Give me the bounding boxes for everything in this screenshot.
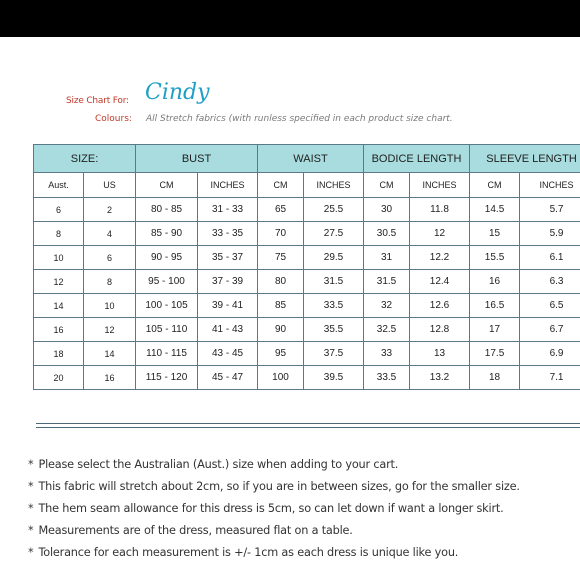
table-cell: 18 [34, 342, 84, 366]
table-cell: 35.5 [304, 318, 364, 342]
table-cell: 80 [258, 270, 304, 294]
table-row [34, 198, 580, 222]
table-cell: 95 [258, 342, 304, 366]
note-text: Please select the Australian (Aust.) size when adding to your cart. [38, 458, 399, 471]
table-cell: 5.7 [520, 198, 580, 222]
table-cell: 95 - 100 [136, 270, 198, 294]
table-cell: 14 [34, 294, 84, 318]
top-black-bar [0, 0, 580, 37]
group-header-size: SIZE: [34, 145, 136, 173]
bullet-icon: * [28, 524, 34, 537]
table-cell: 10 [84, 294, 136, 318]
table-cell: 65 [258, 198, 304, 222]
table-cell: 10 [34, 246, 84, 270]
table-cell: 70 [258, 222, 304, 246]
table-cell: 37.5 [304, 342, 364, 366]
table-cell: 16.5 [470, 294, 520, 318]
table-cell: 33 - 35 [198, 222, 258, 246]
table-cell: 12.4 [410, 270, 470, 294]
notes-list [28, 456, 520, 566]
table-row [34, 318, 580, 342]
unit-header-row [34, 173, 580, 198]
group-header-row [34, 145, 580, 173]
table-cell: 8 [34, 222, 84, 246]
note-text: The hem seam allowance for this dress is 5cm, so can let down if want a longer skirt. [38, 502, 504, 515]
note-item [28, 478, 520, 500]
note-item [28, 500, 520, 522]
table-cell: 32.5 [364, 318, 410, 342]
table-cell: 32 [364, 294, 410, 318]
table-cell: 31.5 [304, 270, 364, 294]
table-cell: 25.5 [304, 198, 364, 222]
table-row [34, 366, 580, 390]
table-cell: 115 - 120 [136, 366, 198, 390]
table-cell: 90 [258, 318, 304, 342]
table-cell: 90 - 95 [136, 246, 198, 270]
size-chart-label: Size Chart For: [66, 96, 129, 106]
colours-value: All Stretch fabrics (with runless specified in each product size chart. [146, 114, 453, 124]
bullet-icon: * [28, 480, 34, 493]
table-row [34, 342, 580, 366]
table-cell: 6.7 [520, 318, 580, 342]
table-row [34, 246, 580, 270]
table-cell: 16 [470, 270, 520, 294]
table-cell: 31.5 [364, 270, 410, 294]
note-text: Measurements are of the dress, measured flat on a table. [38, 524, 353, 537]
table-cell: 85 [258, 294, 304, 318]
table-cell: 100 [258, 366, 304, 390]
product-name: Cindy [145, 80, 210, 105]
unit-header-cell: Aust. [34, 173, 84, 198]
table-cell: 13.2 [410, 366, 470, 390]
table-cell: 8 [84, 270, 136, 294]
table-cell: 6.5 [520, 294, 580, 318]
table-cell: 12 [410, 222, 470, 246]
divider-line [36, 427, 580, 428]
table-cell: 12.6 [410, 294, 470, 318]
table-cell: 29.5 [304, 246, 364, 270]
table-cell: 30 [364, 198, 410, 222]
unit-header-cell: INCHES [304, 173, 364, 198]
table-cell: 105 - 110 [136, 318, 198, 342]
table-cell: 35 - 37 [198, 246, 258, 270]
group-header-bodice-length: BODICE LENGTH [364, 145, 470, 173]
table-cell: 4 [84, 222, 136, 246]
table-cell: 43 - 45 [198, 342, 258, 366]
table-cell: 100 - 105 [136, 294, 198, 318]
table-cell: 12.2 [410, 246, 470, 270]
table-cell: 11.8 [410, 198, 470, 222]
note-item [28, 522, 520, 544]
table-cell: 31 - 33 [198, 198, 258, 222]
note-item [28, 544, 520, 566]
colours-label: Colours: [95, 114, 132, 124]
table-cell: 45 - 47 [198, 366, 258, 390]
note-item [28, 456, 520, 478]
table-row [34, 270, 580, 294]
table-cell: 12 [34, 270, 84, 294]
group-header-waist: WAIST [258, 145, 364, 173]
table-cell: 6.9 [520, 342, 580, 366]
unit-header-cell: INCHES [520, 173, 580, 198]
table-cell: 16 [34, 318, 84, 342]
table-cell: 17 [470, 318, 520, 342]
table-cell: 75 [258, 246, 304, 270]
table-cell: 27.5 [304, 222, 364, 246]
table-cell: 17.5 [470, 342, 520, 366]
table-cell: 2 [84, 198, 136, 222]
table-cell: 33.5 [304, 294, 364, 318]
table-cell: 14.5 [470, 198, 520, 222]
table-cell: 6.1 [520, 246, 580, 270]
size-chart-table [33, 144, 580, 390]
table-cell: 85 - 90 [136, 222, 198, 246]
group-header-bust: BUST [136, 145, 258, 173]
unit-header-cell: CM [136, 173, 198, 198]
group-header-sleeve-length: SLEEVE LENGTH [470, 145, 580, 173]
table-cell: 13 [410, 342, 470, 366]
unit-header-cell: US [84, 173, 136, 198]
unit-header-cell: INCHES [410, 173, 470, 198]
bullet-icon: * [28, 458, 34, 471]
table-cell: 31 [364, 246, 410, 270]
table-cell: 33.5 [364, 366, 410, 390]
table-cell: 39 - 41 [198, 294, 258, 318]
divider-line [36, 423, 580, 424]
table-cell: 18 [470, 366, 520, 390]
table-cell: 41 - 43 [198, 318, 258, 342]
table-cell: 5.9 [520, 222, 580, 246]
table-cell: 6.3 [520, 270, 580, 294]
table-cell: 12 [84, 318, 136, 342]
unit-header-cell: CM [470, 173, 520, 198]
bullet-icon: * [28, 502, 34, 515]
table-cell: 6 [34, 198, 84, 222]
table-cell: 14 [84, 342, 136, 366]
unit-header-cell: INCHES [198, 173, 258, 198]
table-row [34, 294, 580, 318]
table-cell: 20 [34, 366, 84, 390]
table-cell: 12.8 [410, 318, 470, 342]
table-cell: 16 [84, 366, 136, 390]
table-cell: 30.5 [364, 222, 410, 246]
unit-header-cell: CM [258, 173, 304, 198]
bullet-icon: * [28, 546, 34, 559]
table-cell: 80 - 85 [136, 198, 198, 222]
table-cell: 15 [470, 222, 520, 246]
table-cell: 110 - 115 [136, 342, 198, 366]
note-text: This fabric will stretch about 2cm, so if you are in between sizes, go for the smaller size. [38, 480, 520, 493]
note-text: Tolerance for each measurement is +/- 1cm as each dress is unique like you. [38, 546, 459, 559]
unit-header-cell: CM [364, 173, 410, 198]
table-row [34, 222, 580, 246]
table-cell: 37 - 39 [198, 270, 258, 294]
table-cell: 33 [364, 342, 410, 366]
table-cell: 15.5 [470, 246, 520, 270]
table-cell: 39.5 [304, 366, 364, 390]
table-cell: 7.1 [520, 366, 580, 390]
table-cell: 6 [84, 246, 136, 270]
